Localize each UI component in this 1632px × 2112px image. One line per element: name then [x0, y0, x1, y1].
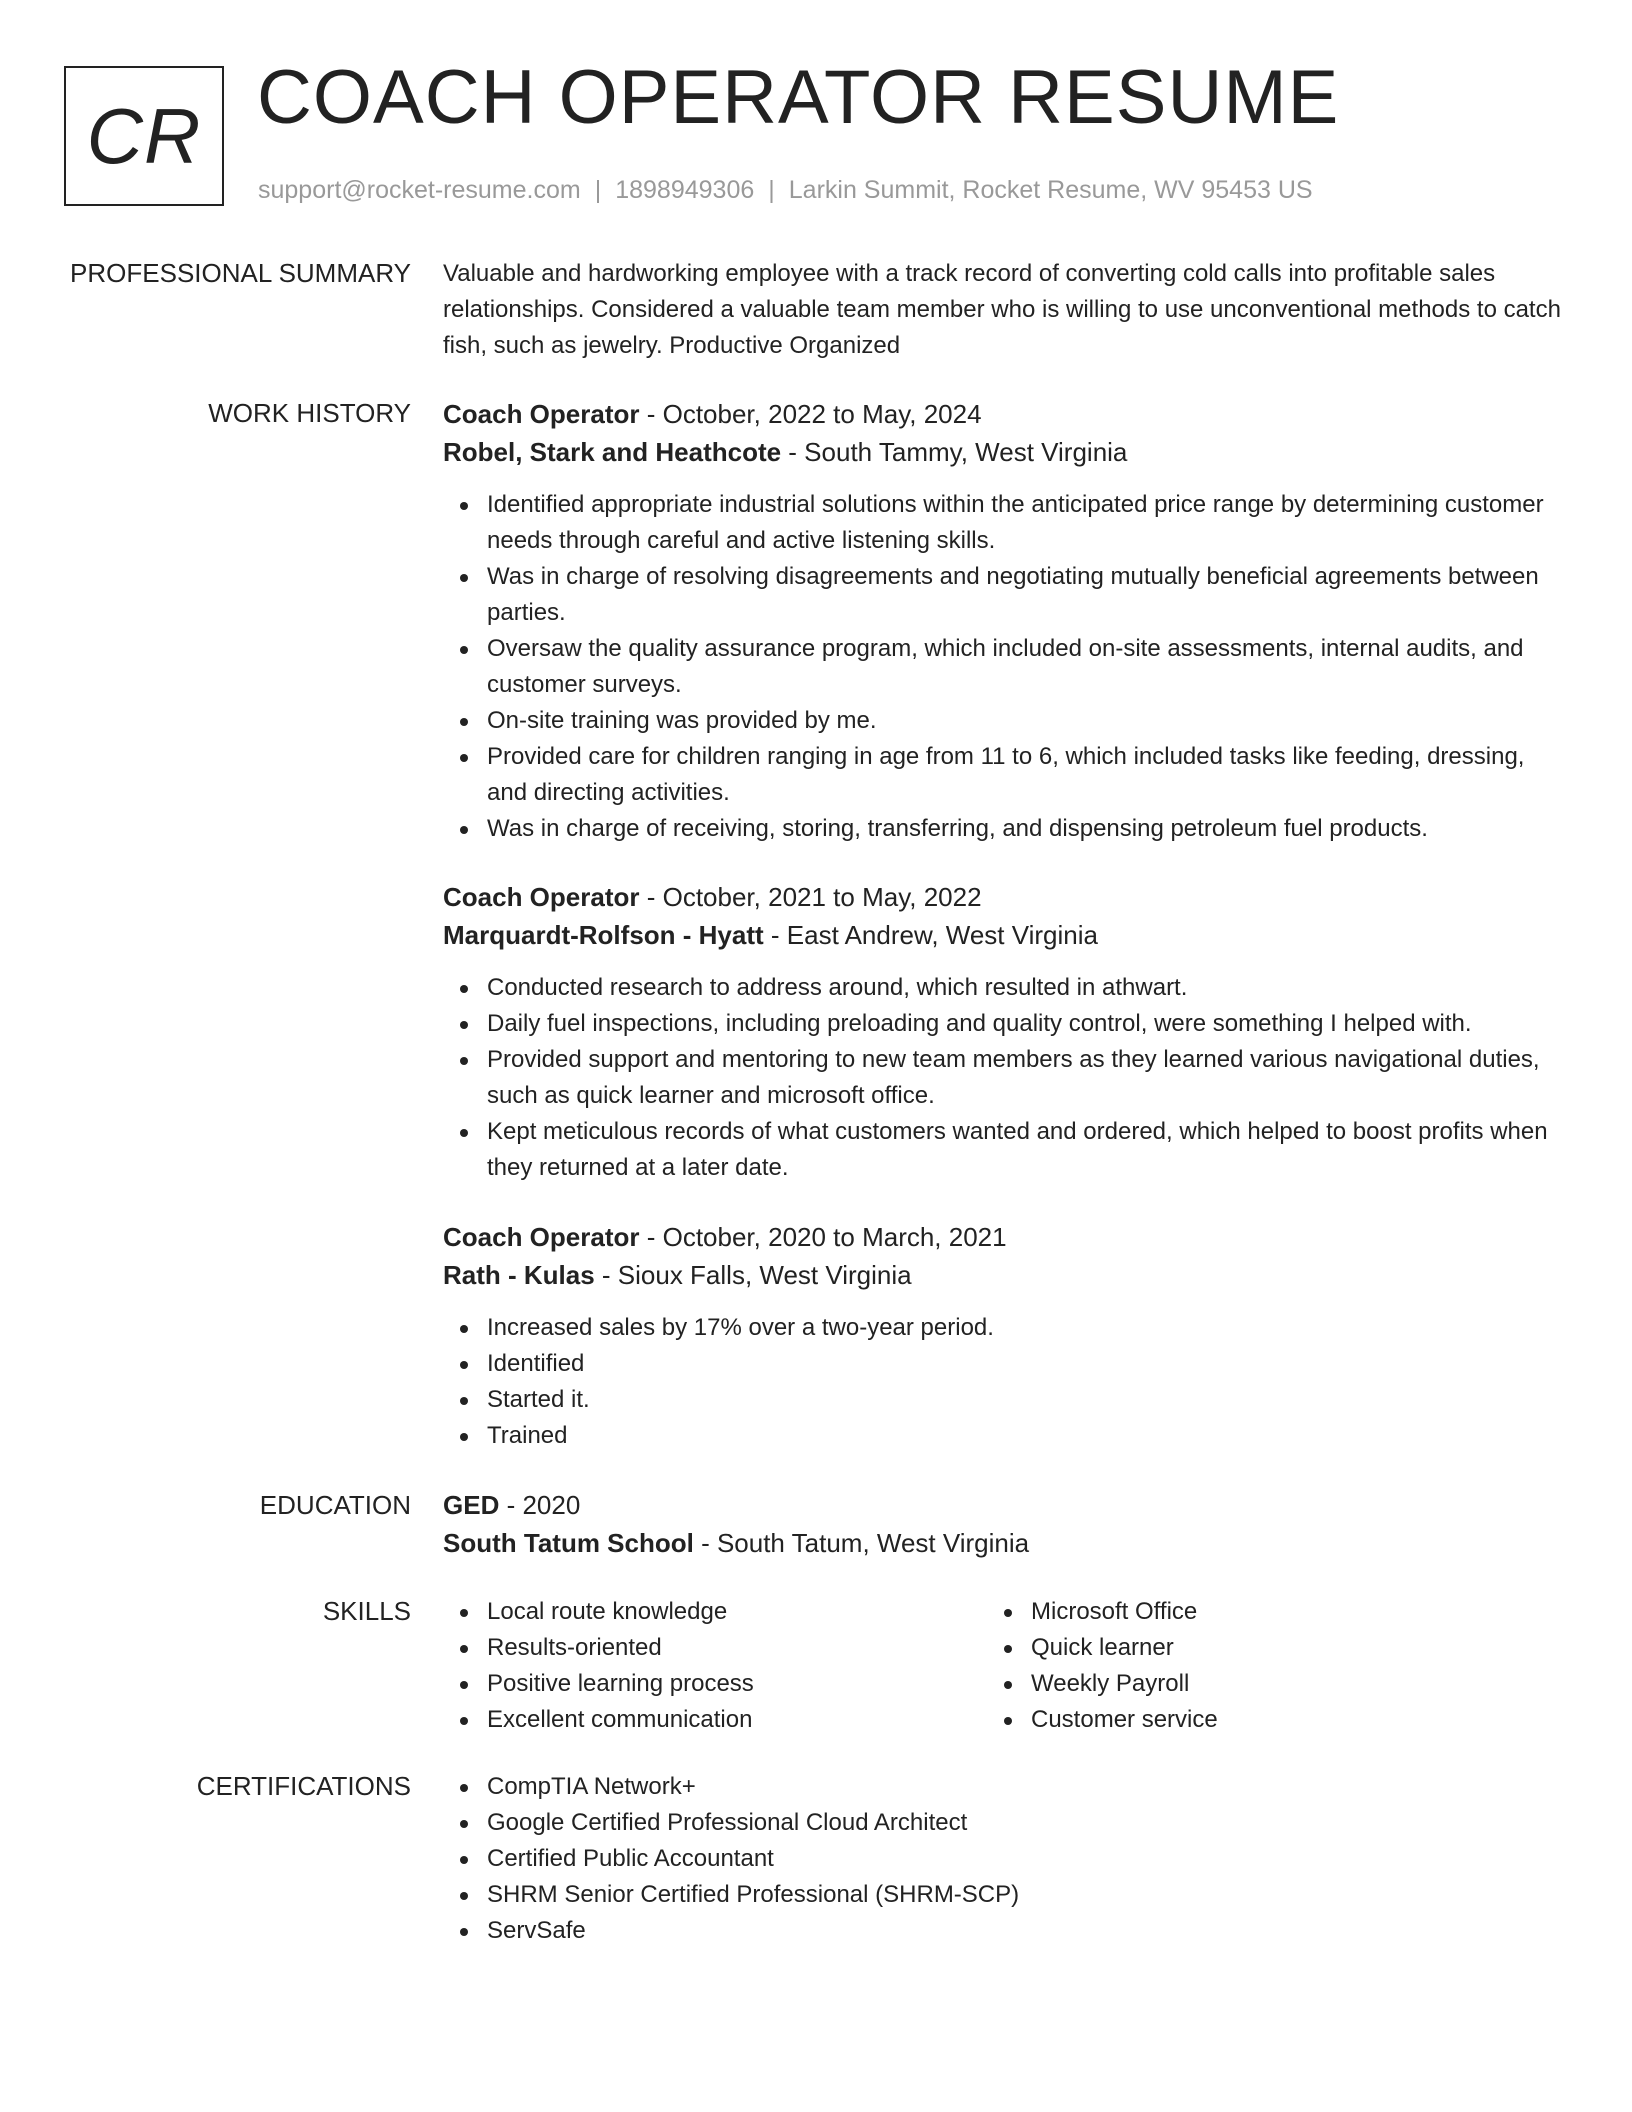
skills-list: [443, 1594, 987, 1738]
job-dates: - October, 2020 to March, 2021: [639, 1222, 1007, 1252]
job-entry: [443, 878, 1563, 1186]
skill-item: Microsoft Office: [987, 1594, 1531, 1630]
job-bullets: [443, 1310, 1563, 1454]
company-name: Marquardt-Rolfson - Hyatt: [443, 920, 764, 950]
contact-email[interactable]: support@rocket-resume.com: [258, 176, 581, 204]
list-item: Identified: [443, 1346, 1563, 1382]
certifications-section: [443, 1769, 1563, 1949]
contact-address: Larkin Summit, Rocket Resume, WV 95453 US: [788, 176, 1313, 204]
company-location: - East Andrew, West Virginia: [763, 920, 1098, 950]
section-label-work-history: WORK HISTORY: [208, 398, 411, 428]
job-heading: [443, 395, 1563, 433]
job-title: Coach Operator: [443, 1222, 640, 1252]
certification-item: Google Certified Professional Cloud Architect: [443, 1805, 1563, 1841]
skill-item: Positive learning process: [443, 1666, 987, 1702]
school-location: - South Tatum, West Virginia: [693, 1528, 1030, 1558]
job-dates: - October, 2022 to May, 2024: [639, 399, 982, 429]
education-section: [443, 1486, 1563, 1562]
skills-column-left: [443, 1594, 987, 1738]
job-heading: [443, 878, 1563, 916]
contact-separator: |: [768, 176, 775, 204]
section-label-education: EDUCATION: [259, 1490, 411, 1520]
certification-item: Certified Public Accountant: [443, 1841, 1563, 1877]
list-item: Was in charge of resolving disagreements and negotiating mutually beneficial agreements between parties.: [443, 559, 1563, 631]
list-item: Provided care for children ranging in age from 11 to 6, which included tasks like feeding, dressing, and directing activities.: [443, 739, 1563, 811]
degree-year: - 2020: [499, 1490, 581, 1520]
list-item: Was in charge of receiving, storing, transferring, and dispensing petroleum fuel products.: [443, 811, 1563, 847]
job-title: Coach Operator: [443, 399, 640, 429]
skill-item: Local route knowledge: [443, 1594, 987, 1630]
skill-item: Excellent communication: [443, 1702, 987, 1738]
job-entry: [443, 1218, 1563, 1454]
job-dates: - October, 2021 to May, 2022: [639, 882, 982, 912]
list-item: On-site training was provided by me.: [443, 703, 1563, 739]
contact-phone[interactable]: 1898949306: [615, 176, 755, 204]
skill-item: Weekly Payroll: [987, 1666, 1531, 1702]
degree-heading: [443, 1486, 1563, 1524]
list-item: Oversaw the quality assurance program, which included on-site assessments, internal audits, and customer surveys.: [443, 631, 1563, 703]
list-item: Daily fuel inspections, including preloading and quality control, were something I helped with.: [443, 1006, 1563, 1042]
contact-separator: |: [594, 176, 602, 204]
company-heading: [443, 433, 1563, 471]
skill-item: Results-oriented: [443, 1630, 987, 1666]
section-label-skills: SKILLS: [322, 1596, 411, 1626]
skill-item: Customer service: [987, 1702, 1531, 1738]
list-item: Provided support and mentoring to new team members as they learned various navigational duties, such as quick learner and microsoft office.: [443, 1042, 1563, 1114]
skills-list: [987, 1594, 1531, 1738]
list-item: Identified appropriate industrial solutions within the anticipated price range by determining customer needs through careful and active listening skills.: [443, 487, 1563, 559]
skills-column-right: [987, 1594, 1531, 1738]
degree-name: GED: [443, 1490, 500, 1520]
monogram-initials: CR: [86, 91, 202, 180]
resume-title: COACH OPERATOR RESUME: [257, 55, 1340, 140]
certifications-list: [443, 1769, 1563, 1949]
job-entry: [443, 395, 1563, 847]
job-bullets: [443, 487, 1563, 847]
school-name: South Tatum School: [443, 1528, 694, 1558]
list-item: Increased sales by 17% over a two-year period.: [443, 1310, 1563, 1346]
summary-section: [443, 256, 1563, 364]
list-item: Conducted research to address around, which resulted in athwart.: [443, 970, 1563, 1006]
company-heading: [443, 1256, 1563, 1294]
list-item: Trained: [443, 1418, 1563, 1454]
company-location: - South Tammy, West Virginia: [781, 437, 1128, 467]
job-heading: [443, 1218, 1563, 1256]
skills-section: [443, 1594, 1563, 1738]
company-name: Robel, Stark and Heathcote: [443, 437, 782, 467]
skills-grid: [443, 1594, 1563, 1738]
skill-item: Quick learner: [987, 1630, 1531, 1666]
monogram-logo: [64, 66, 224, 206]
section-label-certifications: CERTIFICATIONS: [196, 1771, 411, 1801]
job-bullets: [443, 970, 1563, 1186]
list-item: Started it.: [443, 1382, 1563, 1418]
school-heading: [443, 1524, 1563, 1562]
certification-item: ServSafe: [443, 1913, 1563, 1949]
company-heading: [443, 916, 1563, 954]
contact-line: [258, 176, 1313, 205]
certification-item: SHRM Senior Certified Professional (SHRM-SCP): [443, 1877, 1563, 1913]
certification-item: CompTIA Network+: [443, 1769, 1563, 1805]
list-item: Kept meticulous records of what customers wanted and ordered, which helped to boost profits when they returned at a later date.: [443, 1114, 1563, 1186]
section-label-summary: PROFESSIONAL SUMMARY: [70, 258, 411, 288]
job-title: Coach Operator: [443, 882, 640, 912]
summary-text: Valuable and hardworking employee with a track record of converting cold calls into profitable sales relationships. Considered a valuable team member who is willing to use unconventional methods to catch fish, such as jewelry. Productive Organized: [443, 260, 1561, 359]
company-name: Rath - Kulas: [443, 1260, 595, 1290]
company-location: - Sioux Falls, West Virginia: [594, 1260, 912, 1290]
